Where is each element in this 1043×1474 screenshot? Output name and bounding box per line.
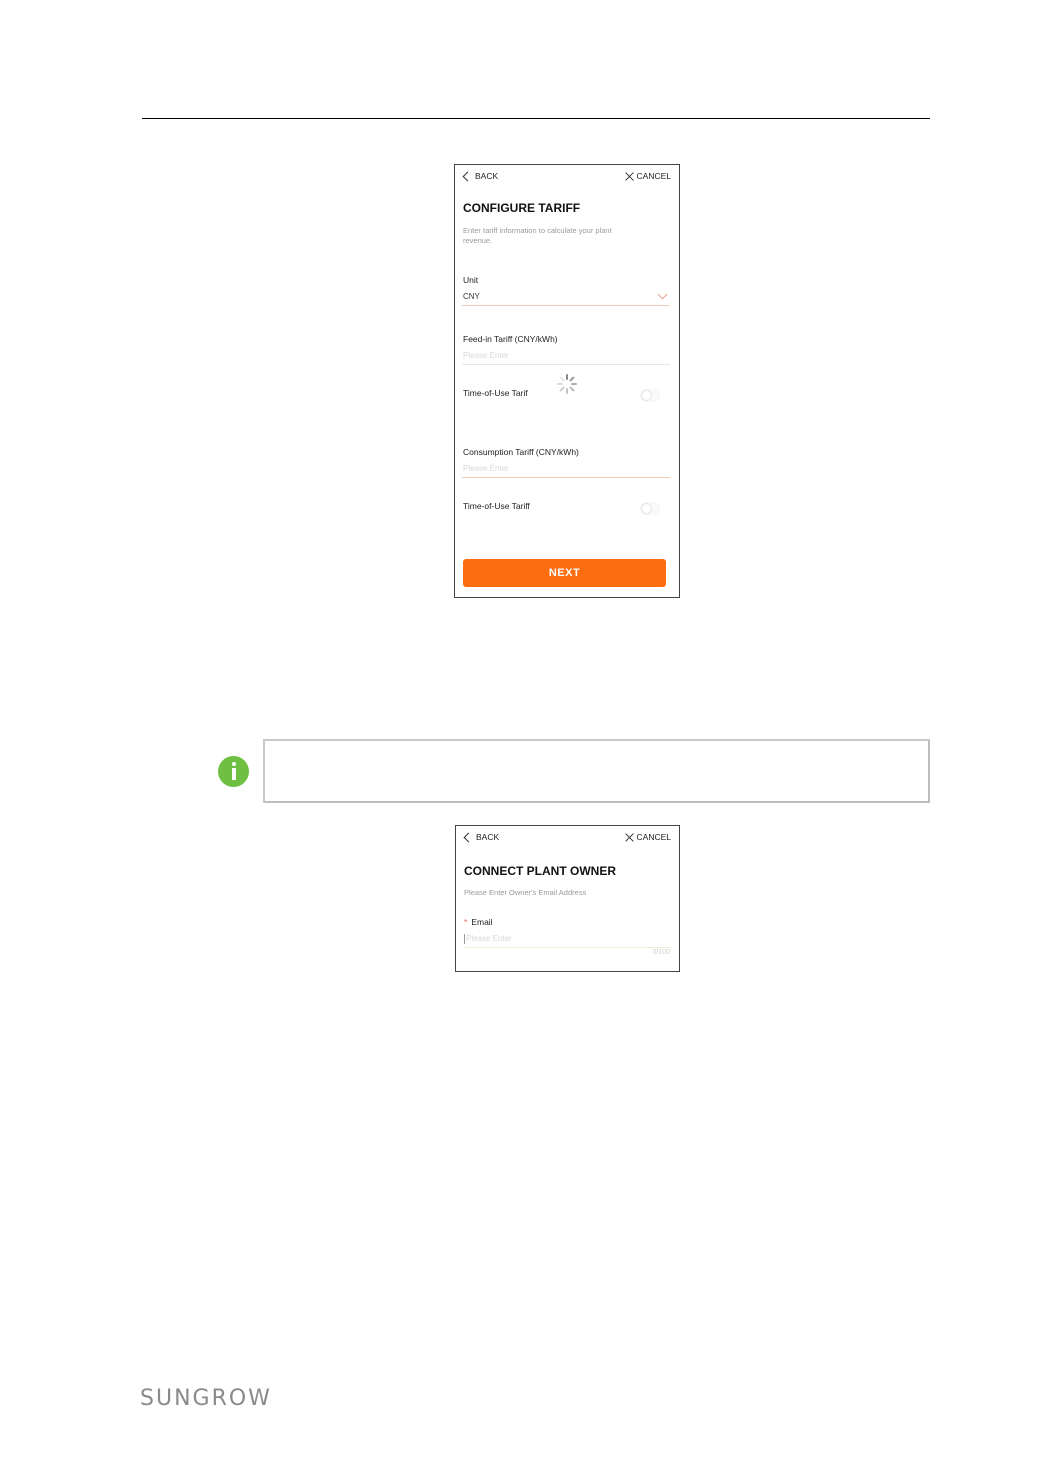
consumption-tariff-label: Consumption Tariff (CNY/kWh) xyxy=(463,447,579,457)
cancel-label: CANCEL xyxy=(636,832,671,842)
configure-tariff-screen xyxy=(454,164,680,598)
next-button[interactable]: NEXT xyxy=(463,559,666,587)
unit-value: CNY xyxy=(463,292,480,301)
feed-in-tariff-label: Feed-in Tariff (CNY/kWh) xyxy=(463,334,558,344)
time-of-use-toggle-2[interactable] xyxy=(641,503,659,514)
close-icon xyxy=(625,172,634,181)
time-of-use-toggle-1[interactable] xyxy=(641,390,659,401)
header-rule xyxy=(142,118,930,119)
back-button[interactable] xyxy=(463,832,499,842)
consumption-placeholder: Please Enter xyxy=(463,464,509,473)
chevron-down-icon xyxy=(658,290,668,300)
time-of-use-label-1: Time-of-Use Tarif xyxy=(463,388,528,398)
page-subtitle: Enter tariff information to calculate your plant revenue. xyxy=(463,226,612,245)
cancel-button[interactable] xyxy=(625,832,671,842)
connect-plant-owner-screen xyxy=(455,825,680,972)
top-bar xyxy=(455,171,679,187)
info-icon xyxy=(218,756,249,787)
page-subtitle: Please Enter Owner's Email Address xyxy=(464,888,587,897)
unit-label: Unit xyxy=(463,275,479,285)
text-cursor xyxy=(464,934,465,944)
feed-in-underline xyxy=(462,364,670,365)
back-label: BACK xyxy=(475,171,499,181)
back-label: BACK xyxy=(476,832,500,842)
note-box xyxy=(263,739,930,803)
chevron-left-icon xyxy=(464,832,474,842)
time-of-use-label-2: Time-of-Use Tariff xyxy=(463,501,530,511)
close-icon xyxy=(625,833,634,842)
sungrow-logo: SUNGROW xyxy=(140,1386,272,1411)
email-placeholder: Please Enter xyxy=(466,934,512,943)
back-button[interactable] xyxy=(462,171,498,181)
email-label xyxy=(464,917,493,927)
email-label-text: Email xyxy=(471,917,493,927)
cancel-label: CANCEL xyxy=(636,171,671,181)
page-title: CONFIGURE TARIFF xyxy=(463,201,581,215)
loading-spinner-icon xyxy=(556,373,578,395)
unit-underline xyxy=(462,305,670,306)
cancel-button[interactable] xyxy=(625,171,671,181)
consumption-underline xyxy=(462,477,670,478)
required-mark: * xyxy=(464,917,468,927)
chevron-left-icon xyxy=(463,171,473,181)
char-counter: 0/100 xyxy=(652,949,670,956)
page-title: CONNECT PLANT OWNER xyxy=(464,864,616,878)
top-bar xyxy=(456,832,679,848)
email-underline xyxy=(463,947,670,948)
feed-in-placeholder: Please Enter xyxy=(463,351,509,360)
